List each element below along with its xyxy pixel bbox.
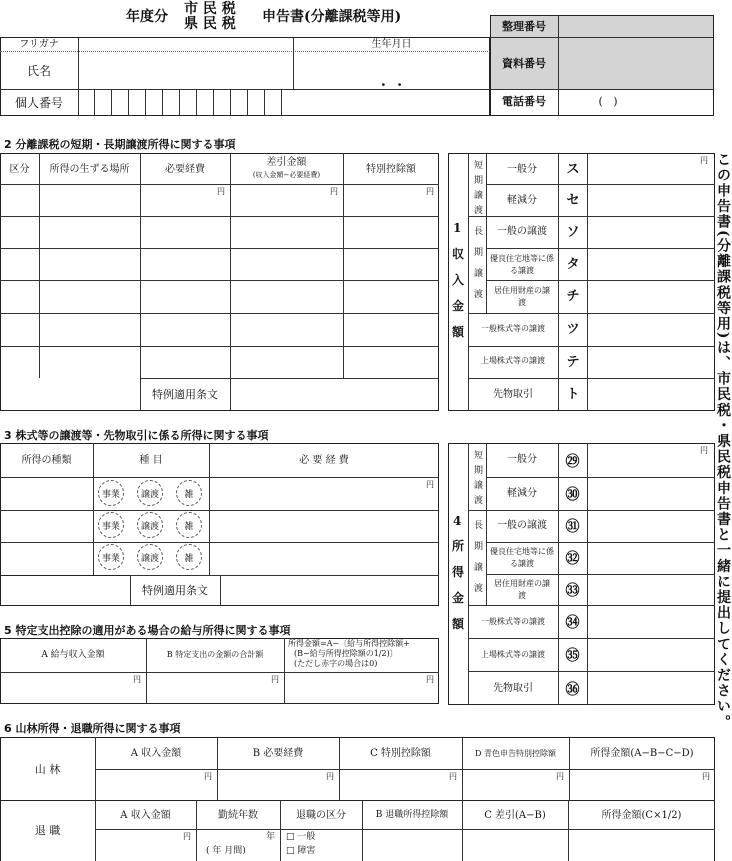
s2-tokurei-field[interactable]: [231, 379, 438, 410]
i1-code-2: ソ: [566, 225, 580, 240]
s2-yen-tokubetsu: 円: [426, 187, 434, 196]
stamp-zatsu[interactable]: 雑: [176, 480, 202, 506]
taishoku-label: 退 職: [34, 824, 61, 837]
i4-code-32: ㉜: [565, 550, 580, 567]
form-title: 申告書(分離課税等用): [262, 9, 402, 25]
taishoku-h-c: C 差引(A−B): [484, 810, 546, 821]
income1-table: [448, 153, 715, 411]
sanrin-yen-e: 円: [702, 772, 710, 781]
stamp-jigyo[interactable]: 事業: [98, 544, 124, 570]
my-number-field[interactable]: [78, 89, 490, 116]
income4-tanki: 短期譲渡: [472, 450, 482, 510]
s3-header-shumoku: 種 目: [139, 455, 163, 466]
section6-title: 6 山林所得・退職所得に関する事項: [4, 722, 181, 735]
taishoku-nen-tsuki: ( 年 月間): [206, 846, 246, 856]
s5-yen-a: 円: [133, 675, 141, 684]
section5-title: 5 特定支出控除の適用がある場合の給与所得に関する事項: [4, 624, 291, 637]
income1-label-3: 額: [452, 325, 465, 339]
birthdate-label: 生年月日: [371, 39, 412, 50]
sanrin-yen-a: 円: [204, 772, 212, 781]
section2-title: 2 分離課税の短期・長期譲渡所得に関する事項: [4, 138, 236, 151]
i1-code-5: ツ: [566, 322, 580, 337]
i4-row2-label: 一般の譲渡: [497, 520, 547, 531]
birthdate-dots: ・ ・: [377, 78, 406, 92]
s3-tokurei-label: 特例適用条文: [142, 584, 208, 597]
i4-code-34: ㉞: [565, 614, 580, 631]
sanrin-h-b: B 必要経費: [252, 748, 304, 759]
i4-code-31: ㉛: [565, 518, 580, 535]
sanrin-yen-b: 円: [326, 772, 334, 781]
nendobun-label: 年度分: [126, 9, 168, 25]
i1-row4-label: 居住用財産の譲渡: [494, 286, 550, 307]
shimei-label: 氏名: [26, 64, 51, 78]
taishoku-h-e: 所得金額(C×1/2): [601, 810, 682, 821]
income1-label-0: 収: [452, 247, 465, 261]
shiryo-bango-label: 資料番号: [502, 57, 546, 70]
phone-parens[interactable]: ( ): [598, 95, 618, 108]
i1-row3-label: 優良住宅地等に係る譲渡: [490, 254, 554, 275]
s5-col-c1: 所得金額=A−〔給与所得控除額+: [288, 639, 410, 648]
furigana-label: フリガナ: [19, 39, 59, 50]
i4-row6-label: 上場株式等の譲渡: [481, 650, 545, 659]
stamp-jigyo[interactable]: 事業: [98, 480, 124, 506]
tax-line2: 県 民 税: [184, 16, 236, 32]
taishoku-nen: 年: [266, 832, 276, 842]
income4-choki: 長期譲渡: [472, 520, 482, 604]
sanrin-yen-d: 円: [556, 772, 564, 781]
s2-header-kubun: 区分: [9, 164, 30, 175]
i1-code-1: セ: [566, 193, 580, 208]
s2-yen-keihi: 円: [217, 187, 225, 196]
taishoku-h-kubun: 退職の区分: [296, 810, 346, 821]
s5-col-c3: (ただし赤字の場合は0): [294, 659, 378, 668]
i1-code-3: タ: [566, 257, 580, 272]
i1-row0-label: 一般分: [507, 164, 537, 175]
s2-header-keihi: 必要経費: [165, 164, 205, 175]
taishoku-ippan-checkbox[interactable]: □ 一般: [286, 832, 316, 842]
section3-title: 3 株式等の譲渡等・先物取引に係る所得に関する事項: [4, 429, 269, 442]
i1-row2-label: 一般の譲渡: [497, 226, 547, 237]
s5-yen-b: 円: [271, 675, 279, 684]
income1-number: 1: [453, 221, 462, 235]
stamp-joto[interactable]: 譲渡: [137, 512, 163, 538]
s2-yen-sashihiki: 円: [330, 187, 338, 196]
i4-code-33: ㉝: [565, 582, 580, 599]
income4-label-3: 額: [452, 617, 465, 631]
income1-label-2: 金: [452, 299, 465, 313]
i1-row1-label: 軽減分: [507, 195, 537, 206]
income4-label-1: 得: [452, 565, 465, 579]
sanrin-h-a: A 収入金額: [130, 748, 182, 759]
taishoku-h-b: B 退職所得控除額: [375, 810, 449, 820]
s5-col-a: A 給与収入金額: [41, 650, 105, 660]
s5-yen-c: 円: [426, 675, 434, 684]
side-note: この申告書(分離課税等用)は、市民税・県民税申告書と一緒に提出してください。: [715, 152, 731, 731]
i4-code-29: ㉙: [565, 453, 580, 470]
stamp-jigyo[interactable]: 事業: [98, 512, 124, 538]
i4-row7-label: 先物取引: [493, 683, 533, 694]
i4-row3-label: 優良住宅地等に係る譲渡: [490, 547, 554, 568]
income4-label-2: 金: [452, 591, 465, 605]
stamp-joto[interactable]: 譲渡: [137, 480, 163, 506]
i1-row7-label: 先物取引: [493, 389, 533, 400]
i1-code-6: テ: [566, 355, 580, 370]
s2-header-basho: 所得の生ずる場所: [49, 164, 130, 175]
income1-label-1: 入: [452, 273, 465, 287]
i4-row5-label: 一般株式等の譲渡: [481, 617, 545, 626]
kojin-bango-label: 個人番号: [14, 96, 63, 110]
i4-yen: 円: [700, 446, 708, 455]
s2-header-sashihiki: 差引金額: [266, 157, 307, 168]
sanrin-yen-c: 円: [449, 772, 457, 781]
taishoku-h-kinzoku: 勤続年数: [218, 810, 258, 821]
seiri-bango-label: 整理番号: [502, 20, 546, 33]
denwa-bango-label: 電話番号: [502, 95, 546, 108]
sanrin-h-e: 所得金額(A−B−C−D): [590, 748, 694, 759]
i1-code-0: ス: [566, 162, 580, 177]
income1-tanki: 短期譲渡: [472, 160, 482, 220]
tax-line1: 市 民 税: [184, 1, 236, 17]
furigana-field[interactable]: [79, 38, 292, 50]
s3-yen: 円: [426, 480, 434, 489]
i1-row6-label: 上場株式等の譲渡: [481, 356, 545, 365]
i4-code-35: ㉟: [565, 647, 580, 664]
s3-header-keihi: 必 要 経 費: [299, 455, 349, 466]
s2-sashihiki-note: (収入金額−必要経費): [252, 171, 321, 179]
i4-row1-label: 軽減分: [507, 488, 537, 499]
income1-choki: 長期譲渡: [472, 226, 482, 310]
i4-row0-label: 一般分: [507, 454, 537, 465]
sanrin-h-d: D 青色申告特別控除額: [475, 749, 556, 758]
taishoku-yen-a: 円: [183, 832, 191, 841]
s2-header-tokubetsu: 特別控除額: [366, 164, 416, 175]
taishoku-shogai-checkbox[interactable]: □ 障害: [286, 846, 316, 856]
i1-code-7: ト: [566, 387, 580, 402]
i4-row4-label: 居住用財産の譲渡: [494, 579, 550, 600]
i4-code-30: ㉚: [565, 486, 580, 503]
taishoku-h-a: A 収入金額: [120, 810, 171, 821]
income4-label-0: 所: [452, 539, 465, 553]
stamp-zatsu[interactable]: 雑: [176, 512, 202, 538]
s3-header-kind: 所得の種類: [21, 455, 72, 466]
i1-code-4: チ: [566, 289, 580, 304]
i4-code-36: ㊱: [565, 681, 580, 698]
income4-number: 4: [453, 514, 462, 528]
stamp-joto[interactable]: 譲渡: [137, 544, 163, 570]
i1-row5-label: 一般株式等の譲渡: [481, 324, 545, 333]
birthdate-field[interactable]: [294, 52, 489, 88]
sanrin-label: 山 林: [34, 763, 61, 776]
s2-tokurei-label: 特例適用条文: [152, 388, 218, 401]
sanrin-h-c: C 特別控除額: [370, 748, 431, 759]
stamp-zatsu[interactable]: 雑: [176, 544, 202, 570]
name-field[interactable]: [79, 52, 292, 88]
s5-col-c2: (B−給与所得控除額の1/2)〕: [294, 649, 398, 658]
i1-yen: 円: [700, 156, 708, 165]
s5-col-b: B 特定支出の金額の合計額: [166, 650, 264, 659]
